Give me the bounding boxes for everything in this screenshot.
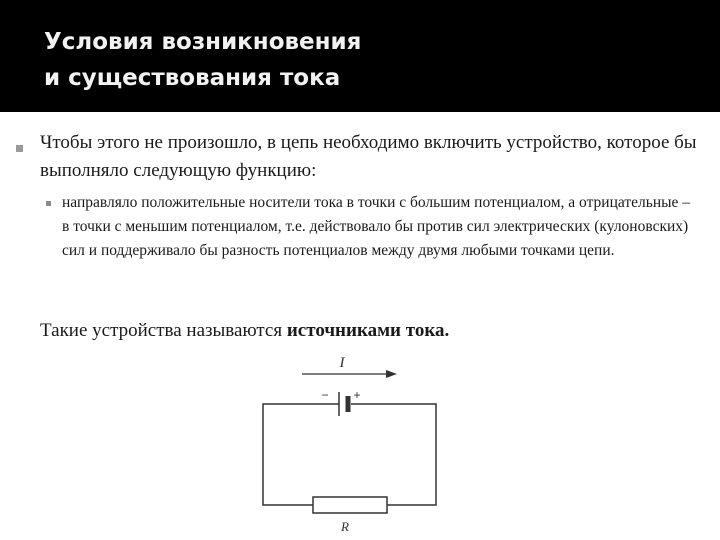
slide-title	[44, 24, 361, 96]
resistor	[313, 497, 387, 513]
circuit-diagram	[250, 350, 450, 540]
title-line-2: и существования тока	[44, 65, 341, 91]
current-arrow-head-icon	[386, 370, 397, 378]
conclusion-text	[40, 317, 700, 345]
bullet-square-icon	[16, 145, 23, 152]
conclusion-prefix: Такие устройства называются	[40, 320, 287, 341]
main-paragraph: Чтобы этого не произошло, в цепь необходимо включить устройство, которое бы выполняло следующую функцию:	[40, 132, 697, 181]
sub-bullet-text: направляло положительные носители тока в точки с большим потенциалом, а отрицательные – в точки с меньшим потенциалом, т.е. действовало бы против сил электрических (кулоновских) сил и поддерживало бы разность потенциалов между двумя любыми точками цепи.	[62, 194, 691, 259]
conclusion-term: источниками тока.	[286, 320, 450, 341]
current-label: I	[339, 355, 345, 371]
title-bar	[0, 0, 720, 112]
title-line-1: Условия возникновения	[44, 29, 362, 55]
battery-plus-label: +	[353, 388, 361, 402]
sub-bullet-square-icon	[46, 201, 51, 206]
resistor-label: R	[341, 519, 349, 534]
wire-left	[263, 404, 339, 505]
wire-right	[351, 404, 436, 505]
battery-minus-label: −	[321, 388, 329, 402]
